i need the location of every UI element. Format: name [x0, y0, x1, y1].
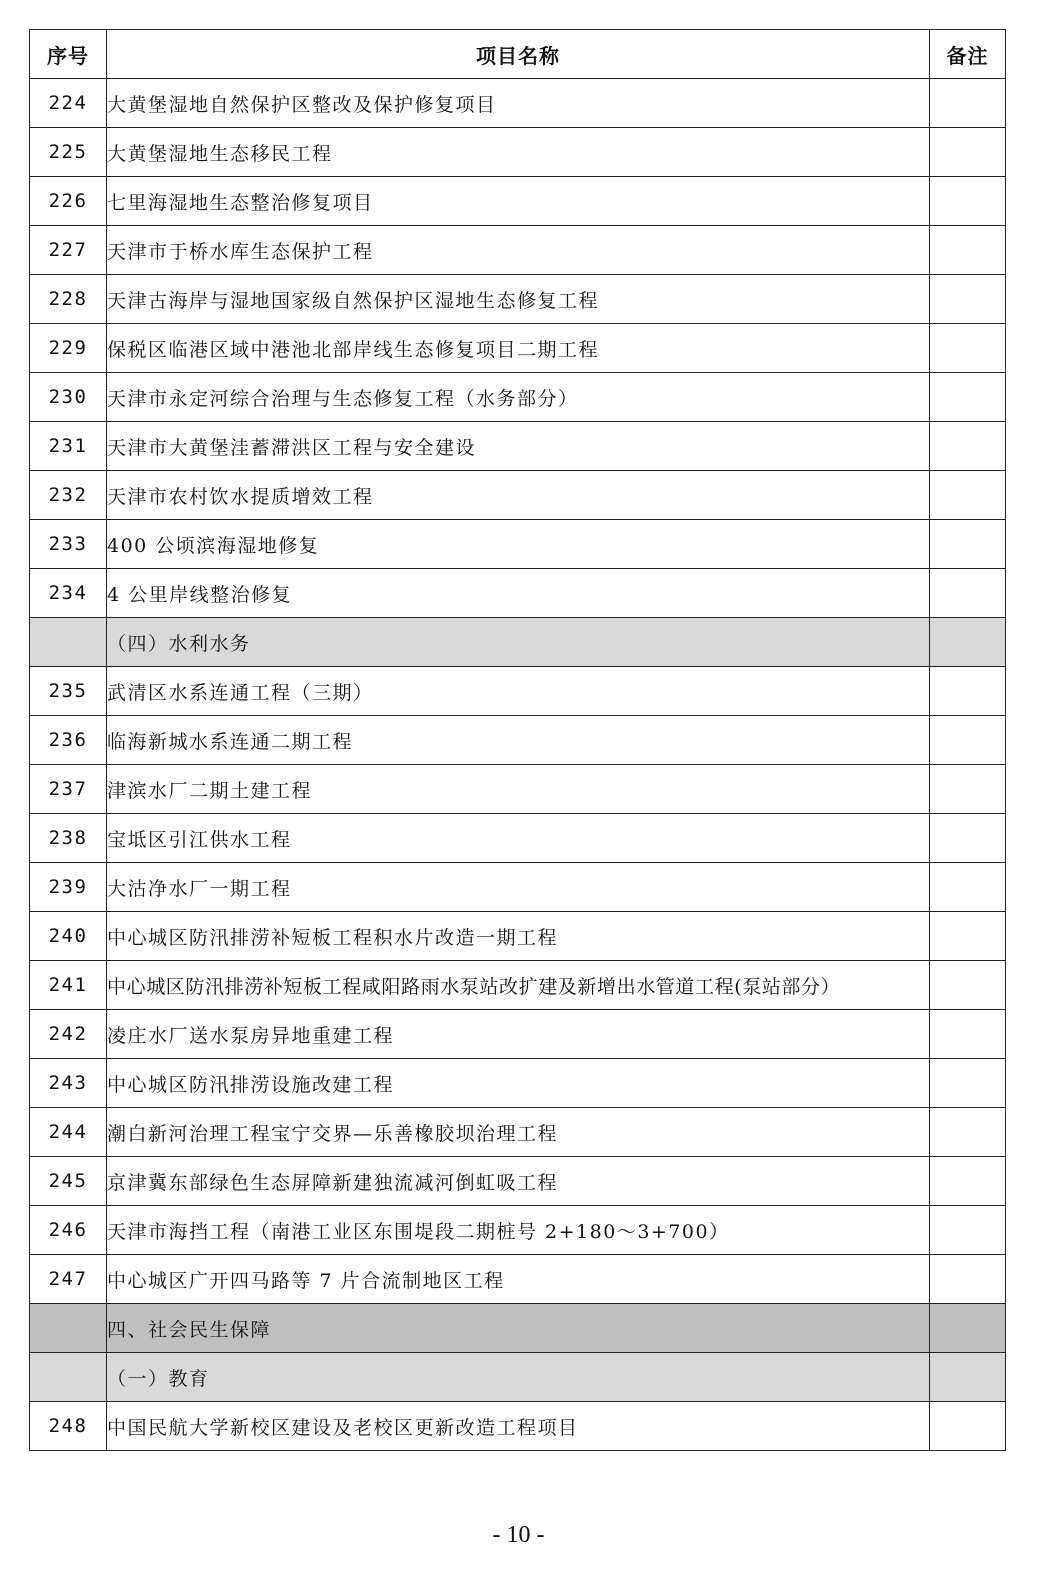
row-number: 234 [30, 569, 107, 618]
row-number: 224 [30, 79, 107, 128]
project-name: 天津市海挡工程（南港工业区东围堤段二期桩号 2+180～3+700） [107, 1206, 930, 1255]
project-name: 中国民航大学新校区建设及老校区更新改造工程项目 [107, 1402, 930, 1451]
table-row [30, 128, 1006, 177]
row-number: 245 [30, 1157, 107, 1206]
row-number: 246 [30, 1206, 107, 1255]
remark-cell [930, 1108, 1006, 1157]
project-name: 中心城区防汛排涝设施改建工程 [107, 1059, 930, 1108]
project-name: 宝坻区引江供水工程 [107, 814, 930, 863]
row-number [30, 1353, 107, 1402]
row-number [30, 1304, 107, 1353]
remark-cell [930, 1206, 1006, 1255]
table-row [30, 1255, 1006, 1304]
category-row [30, 1353, 1006, 1402]
remark-cell [930, 128, 1006, 177]
project-name: 京津冀东部绿色生态屏障新建独流减河倒虹吸工程 [107, 1157, 930, 1206]
remark-cell [930, 618, 1006, 667]
remark-cell [930, 863, 1006, 912]
table-row [30, 422, 1006, 471]
project-name: 400 公顷滨海湿地修复 [107, 520, 930, 569]
category-row [30, 618, 1006, 667]
row-number: 231 [30, 422, 107, 471]
row-number: 232 [30, 471, 107, 520]
table-row [30, 667, 1006, 716]
row-number: 229 [30, 324, 107, 373]
table-row [30, 373, 1006, 422]
project-name: 七里海湿地生态整治修复项目 [107, 177, 930, 226]
table-row [30, 716, 1006, 765]
row-number: 235 [30, 667, 107, 716]
category-title: （一）教育 [107, 1353, 930, 1402]
page-number: - 10 - [492, 1522, 545, 1548]
table-row [30, 912, 1006, 961]
table-row [30, 275, 1006, 324]
remark-cell [930, 569, 1006, 618]
project-name: 天津市大黄堡洼蓄滞洪区工程与安全建设 [107, 422, 930, 471]
remark-cell [930, 177, 1006, 226]
row-number: 230 [30, 373, 107, 422]
remark-cell [930, 765, 1006, 814]
project-name: 天津古海岸与湿地国家级自然保护区湿地生态修复工程 [107, 275, 930, 324]
remark-cell [930, 1059, 1006, 1108]
table-row [30, 569, 1006, 618]
row-number: 242 [30, 1010, 107, 1059]
table-row [30, 177, 1006, 226]
project-name: 武清区水系连通工程（三期） [107, 667, 930, 716]
project-name: 天津市永定河综合治理与生态修复工程（水务部分） [107, 373, 930, 422]
section-row [30, 1304, 1006, 1353]
project-name: 潮白新河治理工程宝宁交界—乐善橡胶坝治理工程 [107, 1108, 930, 1157]
row-number: 244 [30, 1108, 107, 1157]
row-number: 226 [30, 177, 107, 226]
table-row [30, 324, 1006, 373]
row-number: 241 [30, 961, 107, 1010]
remark-cell [930, 1402, 1006, 1451]
project-name: 天津市于桥水库生态保护工程 [107, 226, 930, 275]
remark-cell [930, 79, 1006, 128]
row-number: 238 [30, 814, 107, 863]
row-number: 228 [30, 275, 107, 324]
project-name: 临海新城水系连通二期工程 [107, 716, 930, 765]
table-row [30, 226, 1006, 275]
remark-cell [930, 1353, 1006, 1402]
remark-cell [930, 324, 1006, 373]
table-row [30, 863, 1006, 912]
project-name: 大沽净水厂一期工程 [107, 863, 930, 912]
row-number: 225 [30, 128, 107, 177]
header-num: 序号 [30, 30, 107, 79]
row-number: 248 [30, 1402, 107, 1451]
row-number: 236 [30, 716, 107, 765]
category-title: （四）水利水务 [107, 618, 930, 667]
table-header-row [30, 30, 1006, 79]
project-name: 津滨水厂二期土建工程 [107, 765, 930, 814]
row-number: 239 [30, 863, 107, 912]
table-row [30, 765, 1006, 814]
table-row [30, 520, 1006, 569]
remark-cell [930, 422, 1006, 471]
project-name: 大黄堡湿地生态移民工程 [107, 128, 930, 177]
remark-cell [930, 961, 1006, 1010]
project-name: 4 公里岸线整治修复 [107, 569, 930, 618]
row-number: 243 [30, 1059, 107, 1108]
project-name: 中心城区防汛排涝补短板工程积水片改造一期工程 [107, 912, 930, 961]
project-name: 凌庄水厂送水泵房异地重建工程 [107, 1010, 930, 1059]
header-name: 项目名称 [107, 30, 930, 79]
table-row [30, 1108, 1006, 1157]
project-table [29, 29, 1006, 1451]
table-row [30, 1402, 1006, 1451]
remark-cell [930, 814, 1006, 863]
remark-cell [930, 520, 1006, 569]
remark-cell [930, 1255, 1006, 1304]
row-number: 240 [30, 912, 107, 961]
remark-cell [930, 1304, 1006, 1353]
table-row [30, 814, 1006, 863]
row-number: 237 [30, 765, 107, 814]
remark-cell [930, 275, 1006, 324]
row-number: 233 [30, 520, 107, 569]
row-number: 247 [30, 1255, 107, 1304]
remark-cell [930, 1010, 1006, 1059]
table-row [30, 1157, 1006, 1206]
row-number: 227 [30, 226, 107, 275]
remark-cell [930, 716, 1006, 765]
remark-cell [930, 912, 1006, 961]
remark-cell [930, 226, 1006, 275]
table-row [30, 79, 1006, 128]
header-note: 备注 [930, 30, 1006, 79]
remark-cell [930, 373, 1006, 422]
project-name: 中心城区广开四马路等 7 片合流制地区工程 [107, 1255, 930, 1304]
project-name: 中心城区防汛排涝补短板工程咸阳路雨水泵站改扩建及新增出水管道工程(泵站部分） [107, 961, 930, 1010]
table-row [30, 961, 1006, 1010]
remark-cell [930, 667, 1006, 716]
project-name: 天津市农村饮水提质增效工程 [107, 471, 930, 520]
project-name: 大黄堡湿地自然保护区整改及保护修复项目 [107, 79, 930, 128]
table-row [30, 1206, 1006, 1255]
section-title: 四、社会民生保障 [107, 1304, 930, 1353]
table-row [30, 1010, 1006, 1059]
row-number [30, 618, 107, 667]
remark-cell [930, 471, 1006, 520]
table-row [30, 1059, 1006, 1108]
remark-cell [930, 1157, 1006, 1206]
project-name: 保税区临港区域中港池北部岸线生态修复项目二期工程 [107, 324, 930, 373]
table-row [30, 471, 1006, 520]
